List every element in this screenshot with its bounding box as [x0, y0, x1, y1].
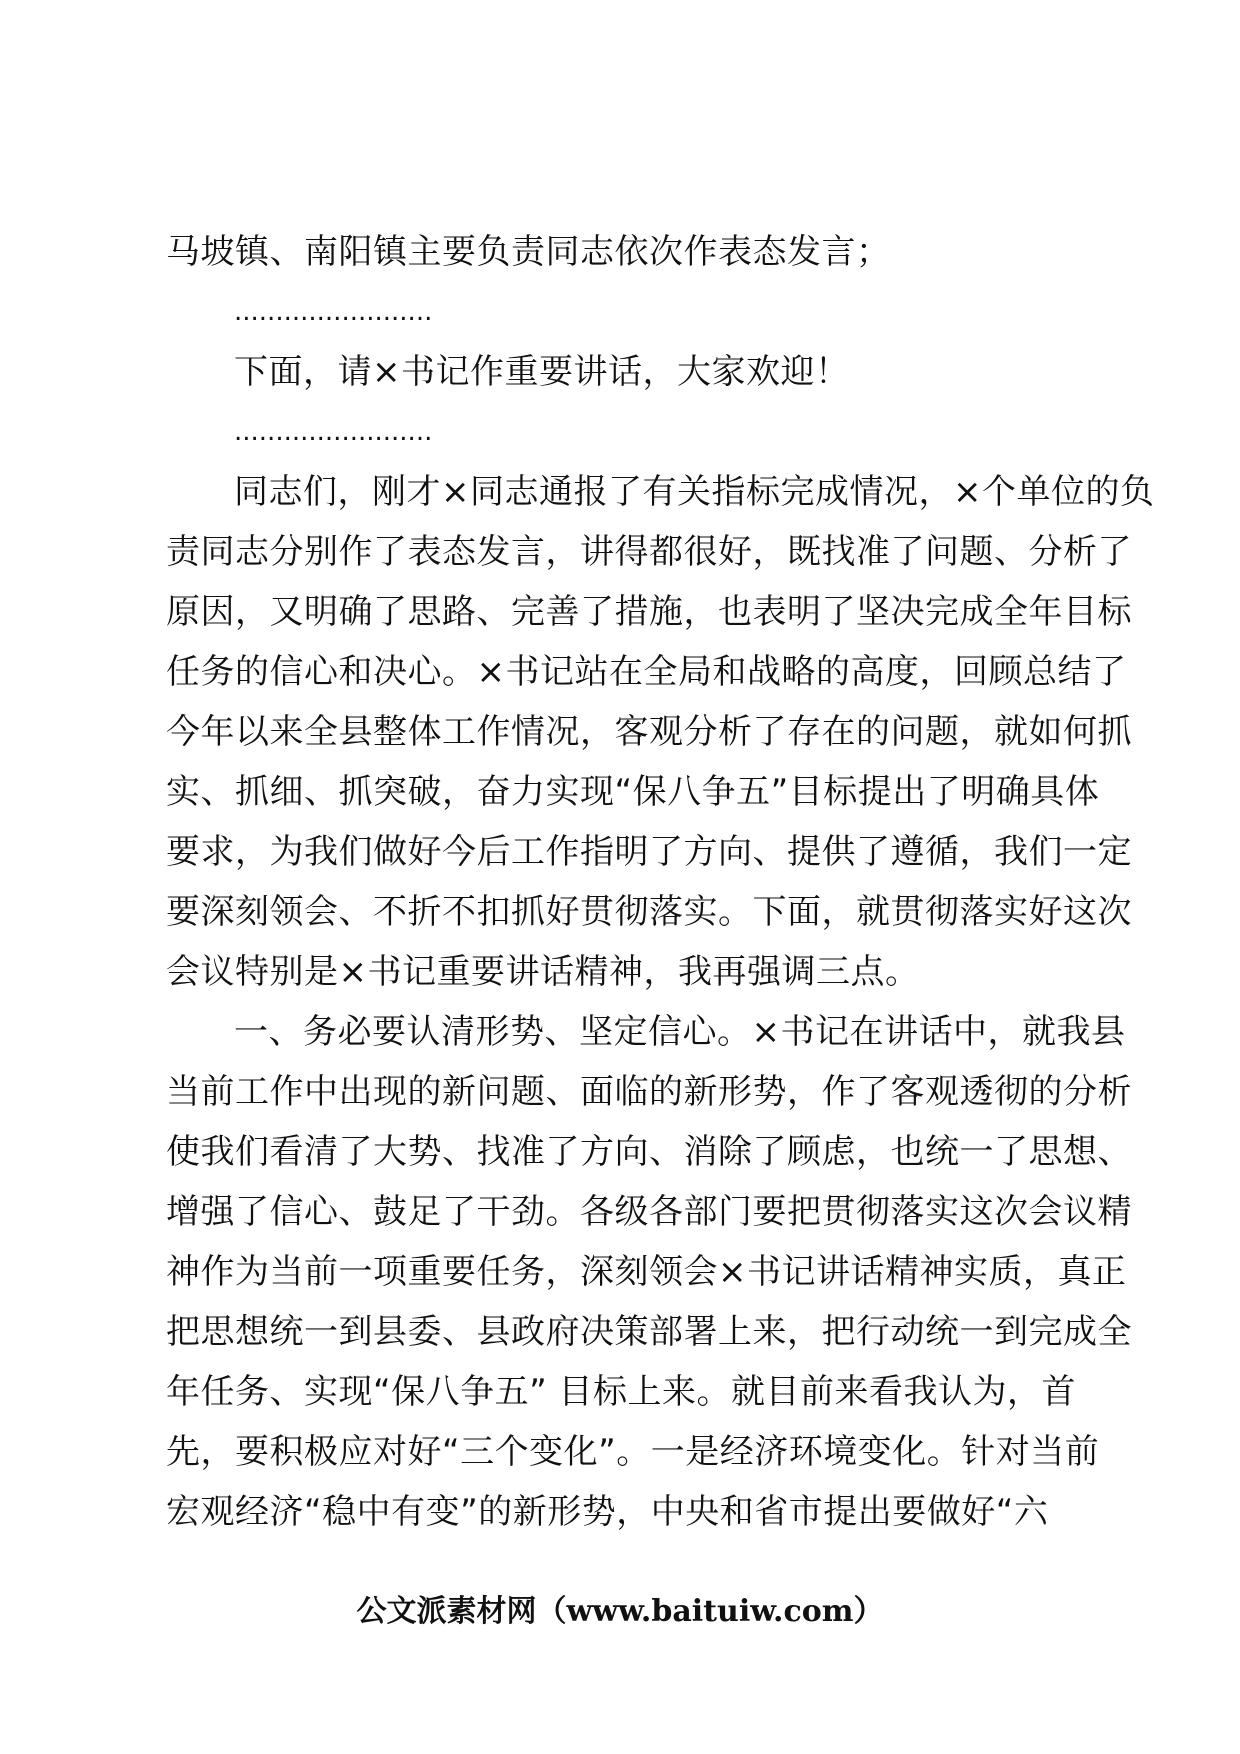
text-line: 使我们看清了大势、找准了方向、消除了顾虑，也统一了思想、 — [166, 1132, 1132, 1172]
text-line: 神作为当前一项重要任务，深刻领会×书记讲话精神实质，真正 — [166, 1252, 1127, 1292]
text-line: 会议特别是×书记重要讲话精神，我再强调三点。 — [166, 952, 920, 992]
text-line: 任务的信心和决心。×书记站在全局和战略的高度，回顾总结了 — [166, 652, 1127, 692]
text-line: 宏观经济“稳中有变”的新形势，中央和省市提出要做好“六 — [166, 1492, 1049, 1532]
text-line: 年任务、实现“保八争五” 目标上来。就目前来看我认为，首 — [166, 1372, 1077, 1412]
text-line: 要求，为我们做好今后工作指明了方向、提供了遵循，我们一定 — [166, 832, 1132, 872]
text-line: 今年以来全县整体工作情况，客观分析了存在的问题，就如何抓 — [166, 712, 1132, 752]
text-line: 马坡镇、南阳镇主要负责同志依次作表态发言； — [166, 232, 891, 272]
text-line: 责同志分别作了表态发言，讲得都很好，既找准了问题、分析了 — [166, 532, 1132, 572]
text-line: 把思想统一到县委、县政府决策部署上来，把行动统一到完成全 — [166, 1312, 1132, 1352]
text-line: 原因，又明确了思路、完善了措施，也表明了坚决完成全年目标 — [166, 592, 1132, 632]
text-line: 增强了信心、鼓足了干劲。各级各部门要把贯彻落实这次会议精 — [166, 1192, 1132, 1232]
section-heading-line: 一、务必要认清形势、坚定信心。×书记在讲话中，就我县 — [234, 1012, 1126, 1052]
paragraph-start-line: 同志们，刚才×同志通报了有关指标完成情况，×个单位的负 — [234, 472, 1155, 512]
document-body — [166, 222, 1155, 1542]
ellipsis-line: ........................ — [234, 297, 433, 327]
text-line: 当前工作中出现的新问题、面临的新形势，作了客观透彻的分析 — [166, 1072, 1132, 1112]
text-line: 先，要积极应对好“三个变化”。一是经济环境变化。针对当前 — [166, 1432, 1100, 1472]
text-line: 下面，请×书记作重要讲话，大家欢迎！ — [234, 352, 850, 392]
footer-source: 公文派素材网（www.baituiw.com） — [356, 1594, 884, 1629]
ellipsis-line: ........................ — [234, 417, 433, 447]
text-line: 要深刻领会、不折不扣抓好贯彻落实。下面，就贯彻落实好这次 — [166, 892, 1132, 932]
text-line: 实、抓细、抓突破，奋力实现“保八争五”目标提出了明确具体 — [166, 772, 1100, 812]
